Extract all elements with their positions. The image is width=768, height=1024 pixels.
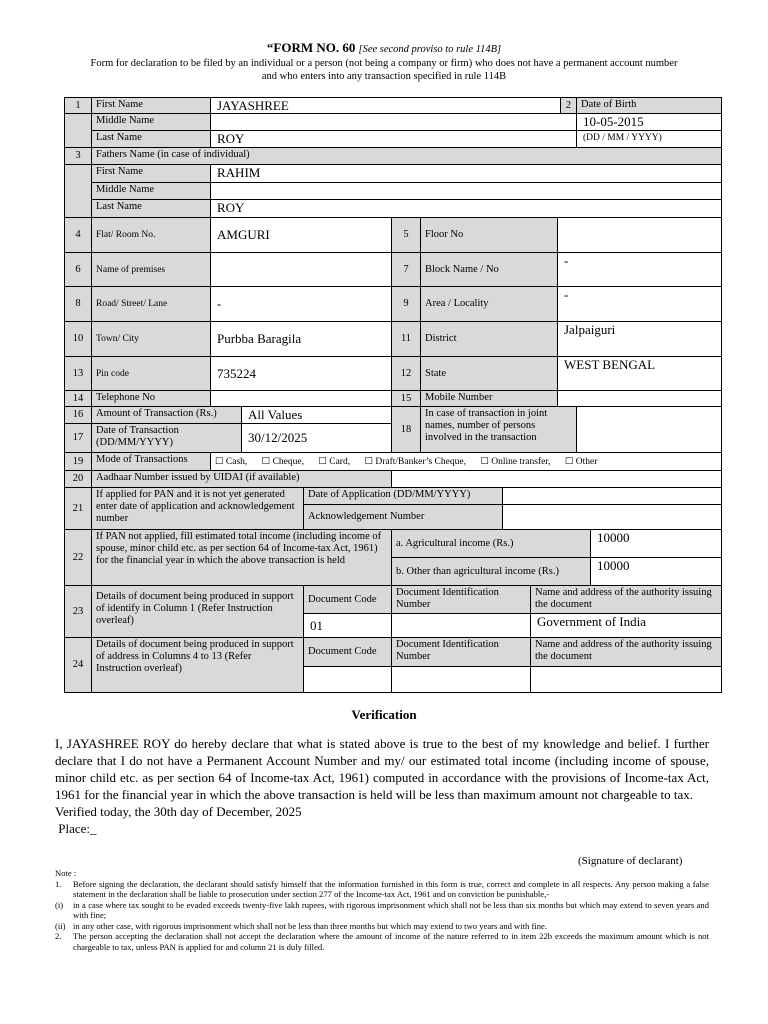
address-doc-code-label: Document Code [303, 637, 392, 667]
premises-label: Name of premises [91, 252, 211, 287]
row-8-num: 8 [64, 286, 92, 322]
notes [55, 868, 709, 952]
father-last-name-label: Last Name [91, 199, 211, 218]
verification-body: I, JAYASHREE ROY do hereby declare that what is stated above is true to the best of my knowledge and belief. I further declare that I do not have a Permanent Account Number and my/ our estimated total income (including income of spouse, minor child etc. as per section 64 of Income-tax Act, 1961) computed in accordance with the provisions of Income-tax Act, 1961 for the financial year in which the above transaction is held will be less than maximum amount not chargeable to tax. [55, 736, 709, 802]
identity-authority-value[interactable]: Government of India [530, 613, 722, 638]
mode-label: Mode of Transactions [91, 452, 211, 471]
address-doc-id-label: Document Identification Number [391, 637, 531, 667]
other-income-label: b. Other than agricultural income (Rs.) [391, 557, 591, 586]
signature-label: (Signature of declarant) [578, 855, 683, 867]
last-name-value[interactable]: ROY [210, 130, 577, 148]
last-name-label: Last Name [91, 130, 211, 148]
premises-value[interactable] [210, 252, 392, 287]
form-subtitle: Form for declaration to be filed by an individual or a person (not being a company or firm) who does not have a permanent account number and who enters into any transaction specified in rule 114B [90, 58, 678, 82]
agricultural-income-value[interactable]: 10000 [590, 529, 722, 558]
district-label: District [420, 321, 558, 357]
form-header [0, 40, 768, 83]
other-income-value[interactable]: 10000 [590, 557, 722, 586]
verified-line: Verified today, the 30th day of December, 2025 [55, 804, 302, 819]
identity-doc-id-value[interactable] [391, 613, 531, 638]
note-item: 1. Before signing the declaration, the declarant should satisfy himself that the information furnished in this form is true, correct and complete in all respects. Any person making a false statement in the declaration shall be liable to prosecution under section 277 of the Income-tax Act, 1961 and on conviction be punishable,- [55, 878, 709, 899]
block-label: Block Name / No [420, 252, 558, 287]
row-3-num: 3 [64, 147, 92, 165]
note-item: 2. The person accepting the declaration shall not accept the declaration where the amount of income of the nature referred to in item 22b exceeds the maximum amount which is not chargeable to tax, unless PAN is applied for and column 21 is duly filled. [55, 931, 709, 952]
fathers-name-label: Fathers Name (in case of individual) [91, 147, 722, 165]
verification-title: Verification [351, 707, 417, 722]
row-23-num: 23 [64, 585, 92, 638]
row-2-num: 2 [560, 97, 577, 114]
mode-option-cheque[interactable]: ☐ Cheque, [261, 457, 304, 467]
pan-applied-label: If applied for PAN and it is not yet generated enter date of application and acknowledgement number [91, 487, 304, 530]
dob-label: Date of Birth [576, 97, 722, 114]
mode-option-cash[interactable]: ☐ Cash, [215, 457, 248, 467]
row-16-num: 16 [64, 406, 92, 424]
verification-text [55, 735, 709, 837]
application-date-label: Date of Application (DD/MM/YYYY) [303, 487, 503, 505]
road-value[interactable]: - [210, 286, 392, 322]
mode-option-draft[interactable]: ☐ Draft/Banker’s Cheque, [364, 457, 466, 467]
agricultural-income-label: a. Agricultural income (Rs.) [391, 529, 591, 558]
pin-label: Pin code [91, 356, 211, 391]
identity-authority-label: Name and address of the authority issuing the document [530, 585, 722, 614]
state-value[interactable]: WEST BENGAL [557, 356, 722, 391]
first-name-label: First Name [91, 97, 211, 114]
floor-label: Floor No [420, 217, 558, 253]
row-15-num: 15 [391, 390, 421, 407]
row-7-num: 7 [391, 252, 421, 287]
acknowledgement-value[interactable] [502, 504, 722, 530]
note-item: (i) in a case where tax sought to be evaded exceeds twenty-five lakh rupees, with rigorous imprisonment which shall not be less than six months but which may extend to seven years and with fine; [55, 899, 709, 920]
area-label: Area / Locality [420, 286, 558, 322]
dob-value[interactable]: 10-05-2015 [576, 113, 722, 131]
floor-value[interactable] [557, 217, 722, 253]
telephone-label: Telephone No [91, 390, 211, 407]
father-first-name-value[interactable]: RAHIM [210, 164, 722, 183]
notes-heading: Note : [55, 868, 77, 878]
row-9-num: 9 [391, 286, 421, 322]
pin-value[interactable]: 735224 [210, 356, 392, 391]
row-10-num: 10 [64, 321, 92, 357]
address-authority-label: Name and address of the authority issuing the document [530, 637, 722, 667]
identity-doc-code-value[interactable]: 01 [303, 613, 392, 638]
flat-label: Flat/ Room No. [91, 217, 211, 253]
aadhaar-label: Aadhaar Number issued by UIDAI (if available) [91, 470, 392, 488]
middle-name-label: Middle Name [91, 113, 211, 131]
mode-option-card[interactable]: ☐ Card, [318, 457, 351, 467]
application-date-value[interactable] [502, 487, 722, 505]
row-3-blank [64, 164, 92, 218]
row-12-num: 12 [391, 356, 421, 391]
district-value[interactable]: Jalpaiguri [557, 321, 722, 357]
row-11-num: 11 [391, 321, 421, 357]
row-13-num: 13 [64, 356, 92, 391]
joint-names-label: In case of transaction in joint names, number of persons involved in the transaction [420, 406, 577, 453]
row-24-num: 24 [64, 637, 92, 693]
note-item: (ii) in any other case, with rigorous imprisonment which shall not be less than three months but which may extend to two years and with fine. [55, 920, 547, 931]
first-name-value[interactable]: JAYASHREE [210, 97, 561, 114]
transaction-date-label: Date of Transaction (DD/MM/YYYY) [91, 423, 242, 453]
row-14-num: 14 [64, 390, 92, 407]
father-middle-name-label: Middle Name [91, 182, 211, 200]
transaction-date-value[interactable]: 30/12/2025 [241, 423, 392, 453]
amount-label: Amount of Transaction (Rs.) [91, 406, 242, 424]
address-document-label: Details of document being produced in support of address in Columns 4 to 13 (Refer Instruction overleaf) [91, 637, 304, 693]
estimated-income-label: If PAN not applied, fill estimated total income (including income of spouse, minor child etc. as per section 64 of Income-tax Act, 1961) for the financial year in which the above transaction is held [91, 529, 392, 586]
address-doc-id-value[interactable] [391, 666, 531, 693]
row-4-num: 4 [64, 217, 92, 253]
area-value[interactable]: - [557, 286, 722, 322]
identity-document-label: Details of document being produced in support of identify in Column 1 (Refer Instruction overleaf) [91, 585, 304, 638]
row-20-num: 20 [64, 470, 92, 488]
telephone-value[interactable] [210, 390, 392, 407]
father-last-name-value[interactable]: ROY [210, 199, 722, 218]
mode-options [210, 452, 722, 471]
block-value[interactable]: - [557, 252, 722, 287]
row-1-blank [64, 113, 92, 148]
flat-value[interactable]: AMGURI [210, 217, 392, 253]
amount-value[interactable]: All Values [241, 406, 392, 424]
mode-option-online[interactable]: ☐ Online transfer, [480, 457, 551, 467]
town-label: Town/ City [91, 321, 211, 357]
row-22-num: 22 [64, 529, 92, 586]
mobile-value[interactable] [557, 390, 722, 407]
address-doc-code-value[interactable] [303, 666, 392, 693]
town-value[interactable]: Purbba Baragila [210, 321, 392, 357]
acknowledgement-label: Acknowledgement Number [303, 504, 503, 530]
mobile-label: Mobile Number [420, 390, 558, 407]
father-first-name-label: First Name [91, 164, 211, 183]
row-5-num: 5 [391, 217, 421, 253]
row-17-num: 17 [64, 423, 92, 453]
dob-format: (DD / MM / YYYY) [576, 130, 722, 148]
father-middle-name-value[interactable] [210, 182, 722, 200]
joint-names-value[interactable] [576, 406, 722, 453]
place-line: Place:_ [55, 821, 97, 836]
row-19-num: 19 [64, 452, 92, 471]
road-label: Road/ Street/ Lane [91, 286, 211, 322]
identity-doc-id-label: Document Identification Number [391, 585, 531, 614]
address-authority-value[interactable] [530, 666, 722, 693]
row-1-num: 1 [64, 97, 92, 114]
row-6-num: 6 [64, 252, 92, 287]
state-label: State [420, 356, 558, 391]
aadhaar-value[interactable] [391, 470, 722, 488]
row-18-num: 18 [391, 406, 421, 453]
row-21-num: 21 [64, 487, 92, 530]
middle-name-value[interactable] [210, 113, 577, 131]
mode-option-other[interactable]: ☐ Other [564, 457, 598, 467]
identity-doc-code-label: Document Code [303, 585, 392, 614]
form-title: “FORM NO. 60 [See second proviso to rule 114B] [266, 40, 502, 55]
